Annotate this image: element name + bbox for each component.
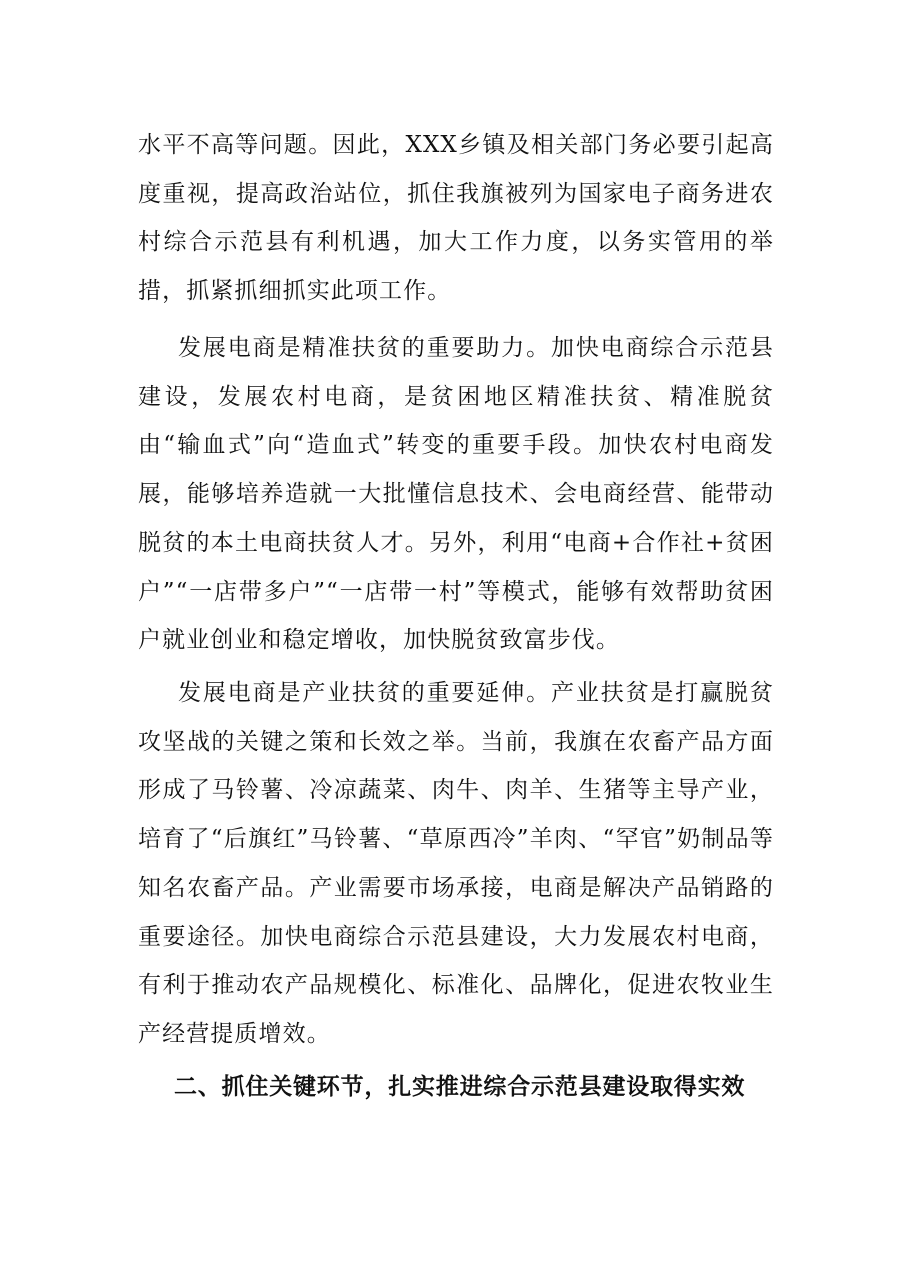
section-heading: 二、抓住关键环节，扎实推进综合示范县建设取得实效: [174, 1074, 746, 1100]
paragraph-ecommerce-poverty-aid: 发展电商是精准扶贫的重要助力。加快电商综合示范县建设，发展农村电商，是贫困地区精准扶贫、精准脱贫由“输血式”向“造血式”转变的重要手段。加快农村电商发展，能够培养造就一大批懂信息技术、会电商经营、能带动脱贫的本土电商扶贫人才。另外，利用“电商+合作社+贫困户”“一店带多户”“一店带一村”等模式，能够有效帮助贫困户就业创业和稳定增收，加快脱贫致富步伐。: [138, 335, 774, 654]
paragraph-continued: 水平不高等问题。因此，XXX乡镇及相关部门务必要引起高度重视，提高政治站位，抓住我旗被列为国家电子商务进农村综合示范县有利机遇，加大工作力度，以务实管用的举措，抓紧抓细抓实此项工作。: [138, 132, 774, 305]
paragraph-ecommerce-industry: 发展电商是产业扶贫的重要延伸。产业扶贫是打赢脱贫攻坚战的关键之策和长效之举。当前，我旗在农畜产品方面形成了马铃薯、冷凉蔬菜、肉牛、肉羊、生猪等主导产业，培育了“后旗红”马铃薯、“草原西冷”羊肉、“罕官”奶制品等知名农畜产品。产业需要市场承接，电商是解决产品销路的重要途径。加快电商综合示范县建设，大力发展农村电商，有利于推动农产品规模化、标准化、品牌化，促进农牧业生产经营提质增效。: [138, 680, 774, 1047]
